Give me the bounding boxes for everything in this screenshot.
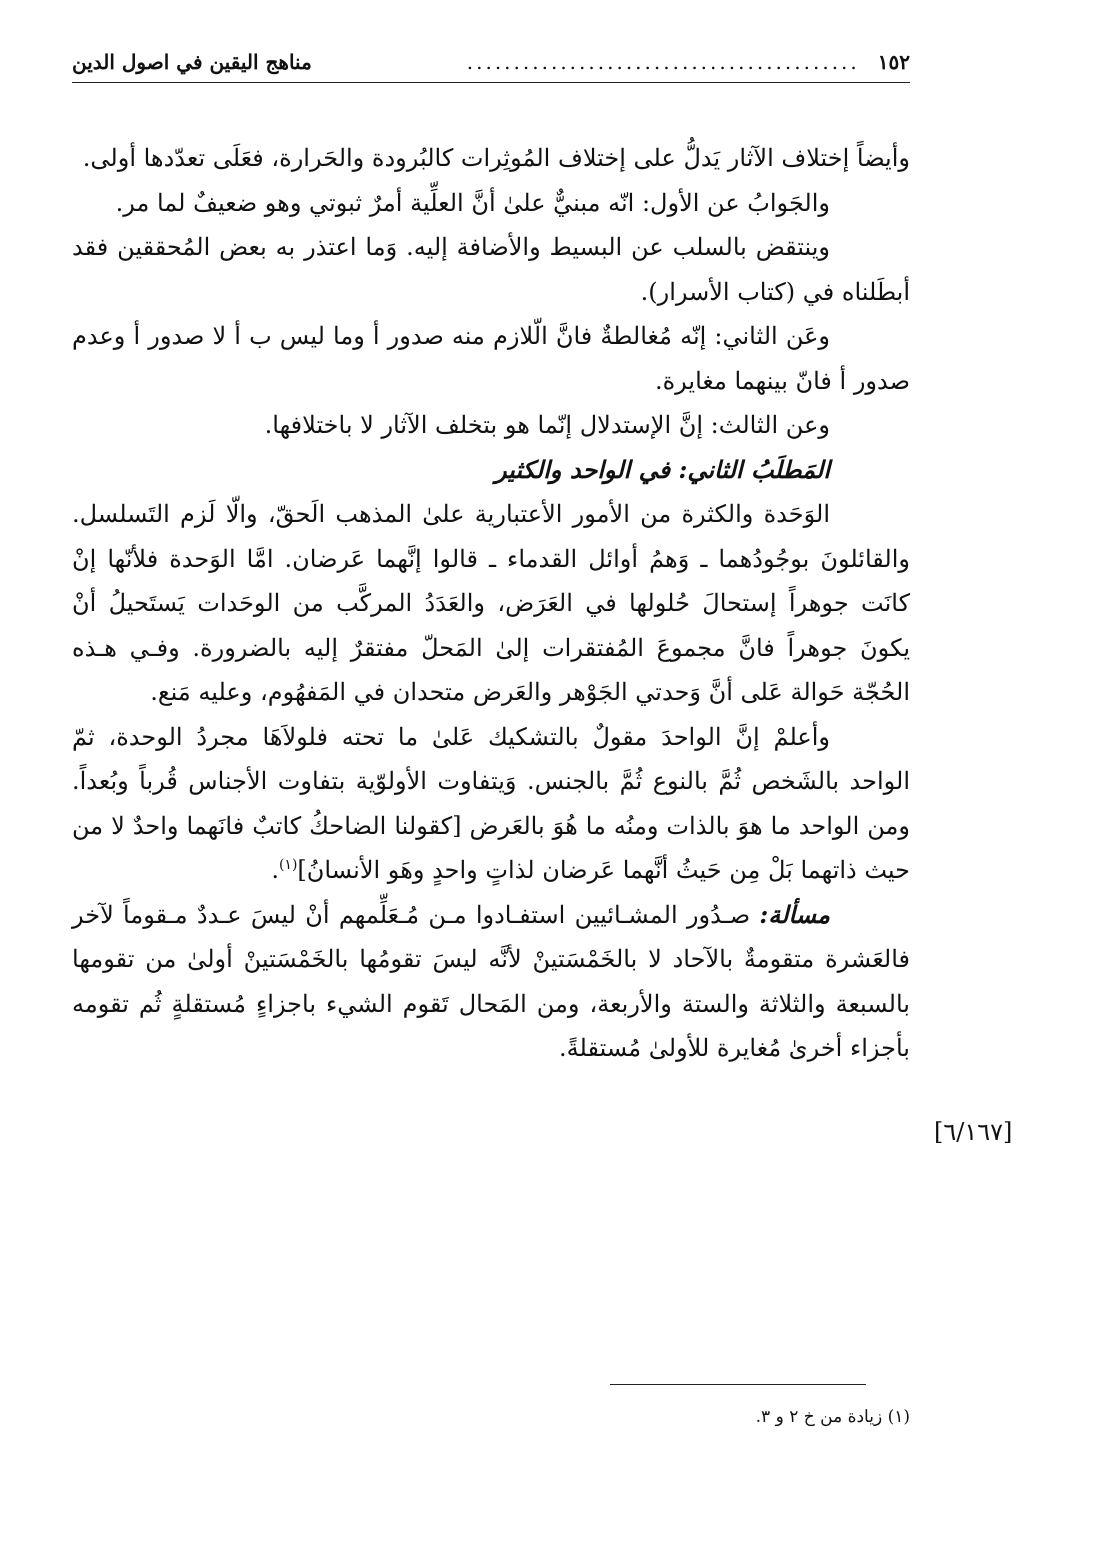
paragraph-8 (72, 893, 910, 1071)
section-heading: المَطلَبُ الثاني: في الواحد والكثير (494, 454, 830, 484)
body-text (72, 136, 910, 1071)
book-title: مناهج اليقين في اصول الدين (72, 50, 312, 74)
paragraph-5: وعن الثالث: إنَّ الإستدلال إنّما هو بتخلف الآثار لا باختلافها. (264, 411, 830, 439)
paragraph-7-text: وأعلمْ إنَّ الواحدَ مقولٌ بالتشكيك عَلىٰ ما تحته فلولاَهَا مجردُ الوحدة، ثمّ الواحد بالشَخص ثُمَّ بالنوع ثُمَّ بالجنس. وَيتفاوت الأولوّية بتفاوت الأجناس قُرباً وبُعداً. ومن الواحد ما هوَ بالذات ومنُه ما هُوَ بالعَرض [كقولنا الضاحكُ كاتبٌ فانَهما واحدٌ لا من حيث ذاتهما بَلْ مِن حَيثُ أنَّهما عَرضان لذاتٍ واحدٍ وهَو الأنسانُ] (72, 722, 910, 884)
footnote-divider (610, 1384, 866, 1385)
header-leader-dots: .......................................... (466, 50, 860, 74)
paragraph-6: الوَحَدة والكثرة من الأمور الأعتبارية علىٰ المذهب الَحقّ، والّا لَزم التَسلسل. والقائلونَ بوجُودُهما ـ وَهمُ أوائل القدماء ـ قالوا إنَّهما عَرضان. امَّا الوَحدة فلأنّها إنْ كانَت جوهراً إستحالَ حُلولها في العَرَض، والعَدَدُ المركَّب من الوحَدات يَستَحيلُ أنْ يكونَ جوهراً فانَّ مجموعَ المُفتقرات إلىٰ المَحلّ مفتقرٌ إليه بالضرورة. وفـي هـذه الحُجّة حَوالة عَلى أنَّ وَحدتي الجَوْهر والعَرض متحدان في المَفهُوم، وعليه مَنع. (72, 500, 910, 706)
footnote-reference: (١) (278, 857, 298, 873)
manuscript-folio-marker: [٦/١٦٧] (934, 1118, 1013, 1146)
paragraph-1: وأيضاً إختلاف الآثار يَدلُّ على إختلاف المُوثِرات كالبُرودة والحَرارة، فعَلَى تعدّدها أولى. (82, 144, 910, 172)
paragraph-8-text: صـدُور المشـائيين استفـادوا مـن مُـعَلِّمهم أنْ ليسَ عـددٌ مـقوماً لآخر فالعَشرة متقومةٌ بالآحاد لا بالخَمْسَتينْ لأنَّه ليسَ تقومُها بالخَمْسَتينْ أولىٰ من تقومها بالسبعة والثلاثة والستة والأربعة، ومن المَحال تَقوم الشيء باجزاءٍ مُستقلةٍ ثُم تقومه بأجزاء أخرىٰ مُغايرة للأولىٰ مُستقلةً. (72, 900, 910, 1062)
paragraph-7 (72, 715, 910, 893)
running-header (72, 42, 910, 83)
footnote: (١) زيادة من خ ٢ و ٣. (755, 1407, 910, 1427)
paragraph-7-tail: . (271, 856, 279, 884)
issue-label: مسألة: (759, 899, 830, 929)
page-number: ١٥٢ (877, 50, 910, 74)
paragraph-2: والجَوابُ عن الأول: انّه مبنيٌّ علىٰ أنَّ العلِّية أمرٌ ثبوتي وهو ضعيفٌ لما مر. (115, 188, 830, 217)
paragraph-4: وعَن الثاني: إنّه مُغالطةٌ فانَّ الّلازم منه صدور أ وما ليس ب أ لا صدور أ وعدم صدور أ فانّ بينهما مغايرة. (72, 322, 910, 395)
paragraph-3: وينتقض بالسلب عن البسيط والأضافة إليه. وَما اعتذر به بعض المُحققين فقد أبطَلناه في (كتاب الأسرار). (72, 233, 910, 306)
